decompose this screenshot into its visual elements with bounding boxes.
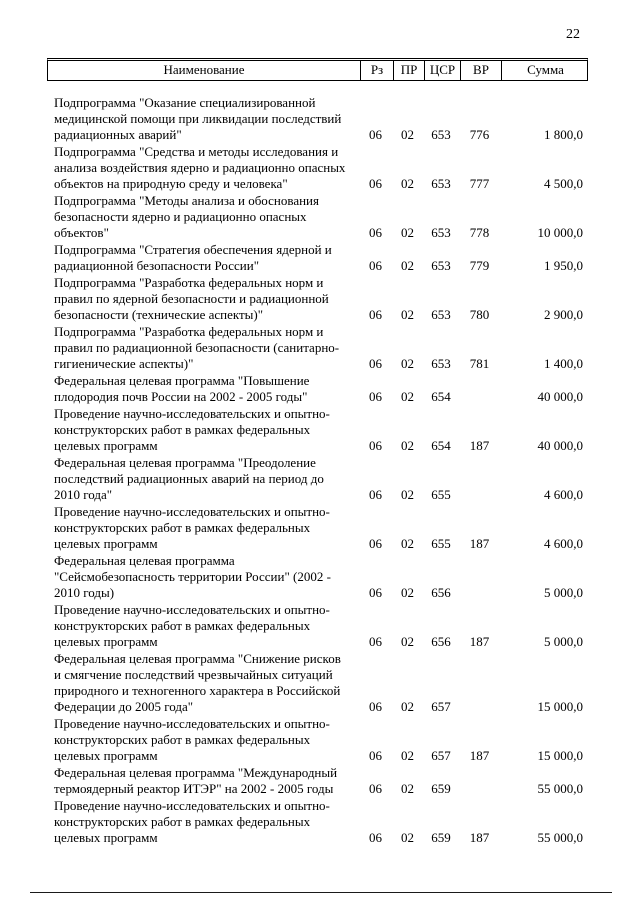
row-summa: 10 000,0 — [537, 225, 583, 240]
row-vr: 777 — [469, 176, 490, 191]
row-summa: 55 000,0 — [537, 781, 583, 796]
row-name: Федеральная целевая программа "Снижение рисков и смягчение последствий чрезвычайных ситуаций природного и техногенного характера в Российской Федерации до 2005 года" — [54, 651, 341, 714]
header-name: Наименование — [163, 62, 245, 77]
table-row — [47, 193, 588, 241]
row-rz: 06 — [369, 487, 382, 502]
table-row — [47, 95, 588, 143]
row-pr: 02 — [401, 127, 414, 142]
row-summa: 40 000,0 — [537, 438, 583, 453]
row-vr: 187 — [469, 438, 490, 453]
row-csr: 656 — [431, 634, 451, 649]
row-csr: 655 — [431, 487, 451, 502]
table-row — [47, 455, 588, 503]
row-csr: 653 — [431, 258, 451, 273]
table-header-row — [47, 58, 588, 81]
row-name: Подпрограмма "Разработка федеральных норм и правил по ядерной безопасности и радиационной безопасности (технические аспекты)" — [54, 275, 329, 322]
row-rz: 06 — [369, 585, 382, 600]
budget-table — [47, 58, 588, 847]
row-summa: 55 000,0 — [537, 830, 583, 845]
row-name: Проведение научно-исследовательских и опытно-конструкторских работ в рамках федеральных целевых программ — [54, 504, 330, 551]
row-summa: 5 000,0 — [544, 585, 583, 600]
row-pr: 02 — [401, 830, 414, 845]
row-pr: 02 — [401, 438, 414, 453]
row-summa: 4 600,0 — [544, 536, 583, 551]
row-pr: 02 — [401, 307, 414, 322]
row-vr: 776 — [469, 127, 490, 142]
row-csr: 653 — [431, 127, 451, 142]
row-pr: 02 — [401, 258, 414, 273]
row-pr: 02 — [401, 748, 414, 763]
row-rz: 06 — [369, 699, 382, 714]
row-rz: 06 — [369, 536, 382, 551]
row-name: Федеральная целевая программа "Международный термоядерный реактор ИТЭР" на 2002 - 2005 годы — [54, 765, 338, 796]
row-rz: 06 — [369, 781, 382, 796]
row-summa: 40 000,0 — [537, 389, 583, 404]
row-rz: 06 — [369, 176, 382, 191]
table-body — [47, 81, 588, 846]
row-csr: 653 — [431, 356, 451, 371]
row-pr: 02 — [401, 356, 414, 371]
row-summa: 5 000,0 — [544, 634, 583, 649]
row-name: Подпрограмма "Разработка федеральных норм и правил по радиационной безопасности (санитарно-гигиенические аспекты)" — [54, 324, 340, 371]
row-vr: 187 — [469, 536, 490, 551]
row-pr: 02 — [401, 536, 414, 551]
row-summa: 2 900,0 — [544, 307, 583, 322]
table-row — [47, 504, 588, 552]
row-name: Проведение научно-исследовательских и опытно-конструкторских работ в рамках федеральных целевых программ — [54, 798, 330, 845]
row-name: Подпрограмма "Средства и методы исследования и анализа воздействия ядерно и радиационно опасных объектов на природную среду и человека" — [54, 144, 346, 191]
page-number: 22 — [566, 27, 580, 42]
row-vr: 781 — [469, 356, 490, 371]
row-pr: 02 — [401, 781, 414, 796]
row-csr: 653 — [431, 307, 451, 322]
row-name: Федеральная целевая программа "Сейсмобезопасность территории России" (2002 - 2010 годы) — [54, 553, 331, 600]
table-row — [47, 324, 588, 372]
row-vr: 187 — [469, 634, 490, 649]
row-csr: 654 — [431, 389, 451, 404]
table-row — [47, 553, 588, 601]
row-vr: 778 — [469, 225, 490, 240]
row-csr: 657 — [431, 699, 451, 714]
row-name: Проведение научно-исследовательских и опытно-конструкторских работ в рамках федеральных целевых программ — [54, 716, 330, 763]
row-vr: 187 — [469, 830, 490, 845]
table-row — [47, 406, 588, 454]
table-row — [47, 144, 588, 192]
row-name: Подпрограмма "Оказание специализированной медицинской помощи при ликвидации последствий радиационных аварий" — [54, 95, 342, 142]
row-csr: 655 — [431, 536, 451, 551]
row-rz: 06 — [369, 127, 382, 142]
row-vr: 779 — [469, 258, 490, 273]
row-csr: 656 — [431, 585, 451, 600]
row-rz: 06 — [369, 225, 382, 240]
row-csr: 654 — [431, 438, 451, 453]
row-vr: 187 — [469, 748, 490, 763]
row-name: Проведение научно-исследовательских и опытно-конструкторских работ в рамках федеральных целевых программ — [54, 406, 330, 453]
row-rz: 06 — [369, 356, 382, 371]
row-csr: 659 — [431, 781, 451, 796]
row-summa: 1 950,0 — [544, 258, 583, 273]
header-rz: Рз — [360, 61, 393, 80]
table-row — [47, 716, 588, 764]
row-rz: 06 — [369, 389, 382, 404]
table-row — [47, 765, 588, 797]
row-rz: 06 — [369, 258, 382, 273]
row-rz: 06 — [369, 307, 382, 322]
row-summa: 15 000,0 — [537, 748, 583, 763]
row-summa: 15 000,0 — [537, 699, 583, 714]
header-csr: ЦСР — [424, 61, 460, 80]
table-row — [47, 373, 588, 405]
row-name: Подпрограмма "Методы анализа и обоснования безопасности ядерно и радиационно опасных объектов" — [54, 193, 319, 240]
row-summa: 4 600,0 — [544, 487, 583, 502]
row-pr: 02 — [401, 487, 414, 502]
header-pr: ПР — [393, 61, 424, 80]
row-rz: 06 — [369, 634, 382, 649]
row-rz: 06 — [369, 438, 382, 453]
header-summa: Сумма — [501, 61, 589, 80]
row-csr: 659 — [431, 830, 451, 845]
row-name: Федеральная целевая программа "Повышение плодородия почв России на 2002 - 2005 годы" — [54, 373, 310, 404]
row-pr: 02 — [401, 225, 414, 240]
row-csr: 657 — [431, 748, 451, 763]
row-summa: 1 400,0 — [544, 356, 583, 371]
row-rz: 06 — [369, 748, 382, 763]
row-name: Подпрограмма "Стратегия обеспечения ядерной и радиационной безопасности России" — [54, 242, 332, 273]
table-row — [47, 798, 588, 846]
row-csr: 653 — [431, 225, 451, 240]
table-row — [47, 275, 588, 323]
row-name: Проведение научно-исследовательских и опытно-конструкторских работ в рамках федеральных целевых программ — [54, 602, 330, 649]
row-vr: 780 — [469, 307, 490, 322]
row-summa: 1 800,0 — [544, 127, 583, 142]
header-vr: ВР — [460, 61, 501, 80]
table-row — [47, 651, 588, 715]
row-csr: 653 — [431, 176, 451, 191]
row-name: Федеральная целевая программа "Преодоление последствий радиационных аварий на период до 2010 года" — [54, 455, 324, 502]
row-rz: 06 — [369, 830, 382, 845]
row-pr: 02 — [401, 176, 414, 191]
table-row — [47, 602, 588, 650]
row-pr: 02 — [401, 389, 414, 404]
row-pr: 02 — [401, 585, 414, 600]
page-bottom-rule — [30, 892, 612, 893]
row-pr: 02 — [401, 634, 414, 649]
table-row — [47, 242, 588, 274]
row-summa: 4 500,0 — [544, 176, 583, 191]
row-pr: 02 — [401, 699, 414, 714]
